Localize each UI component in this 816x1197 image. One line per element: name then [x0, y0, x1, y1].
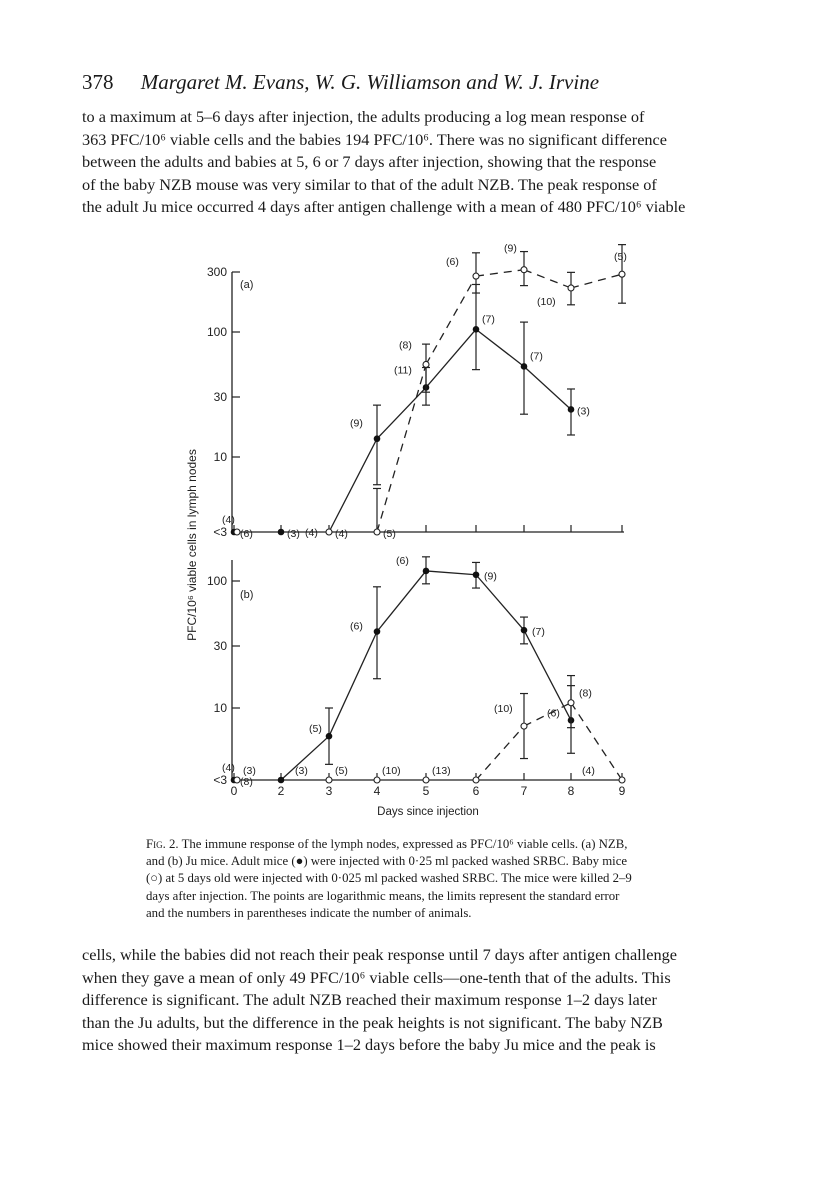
y-tick-label: 10	[213, 701, 227, 715]
n-label: (3)	[287, 528, 300, 540]
y-tick-label: 10	[213, 450, 227, 464]
caption-line: days after injection. The points are logarithmic means, the limits represent the standard error	[146, 888, 620, 903]
text-line: the adult Ju mice occurred 4 days after antigen challenge with a mean of 480 PFC/10⁶ viable	[82, 197, 686, 216]
series-line-segment	[377, 571, 426, 632]
y-axis-label: PFC/10⁶ viable cells in lymph nodes	[185, 449, 199, 641]
caption-text: The immune response of the lymph nodes, expressed as PFC/10⁶ viable cells. (a) NZB,	[181, 837, 628, 851]
x-tick-label: 3	[325, 784, 333, 798]
n-label: (8)	[240, 776, 253, 788]
n-label: (4)	[222, 762, 235, 774]
data-point-baby	[568, 700, 574, 706]
text-line: to a maximum at 5–6 days after injection, the adults producing a log mean response of	[82, 107, 645, 126]
x-axis-label: Days since injection	[377, 806, 479, 818]
page-number: 378	[82, 70, 114, 94]
data-point-adult	[521, 627, 528, 634]
data-point-baby	[521, 723, 527, 729]
series-line-segment	[426, 329, 476, 387]
data-point-adult	[278, 777, 285, 784]
n-label: (6)	[396, 554, 409, 567]
panel-label: (a)	[240, 279, 254, 291]
n-label: (4)	[582, 765, 595, 777]
data-point-baby	[326, 777, 332, 783]
text-line: of the baby NZB mouse was very similar to that of the adult NZB. The peak response of	[82, 174, 657, 194]
series-line-segment	[329, 632, 377, 737]
data-point-adult	[374, 435, 381, 442]
n-label: (6)	[240, 528, 253, 540]
data-point-baby	[423, 361, 429, 367]
data-point-baby	[619, 777, 625, 783]
n-label: (4)	[335, 528, 348, 540]
n-label: (9)	[484, 570, 497, 583]
x-tick-label: 5	[422, 784, 430, 798]
y-tick-label: 100	[206, 574, 227, 588]
n-label: (7)	[530, 350, 543, 363]
x-tick-label: 6	[472, 784, 480, 798]
x-tick-label: 0	[230, 784, 238, 798]
data-point-adult	[568, 406, 575, 413]
x-tick-label: 7	[520, 784, 528, 798]
series-line-segment	[524, 366, 571, 409]
n-label: (13)	[432, 765, 451, 777]
n-label: (9)	[504, 242, 517, 255]
n-label: (5)	[335, 765, 348, 777]
n-label: (5)	[614, 251, 627, 264]
n-label: (4)	[305, 527, 318, 539]
n-label: (8)	[399, 339, 412, 352]
panel-label: (b)	[240, 589, 254, 601]
n-label: (8)	[579, 687, 592, 700]
data-point-adult	[278, 529, 285, 536]
y-tick-label: <3	[213, 525, 227, 539]
n-label: (5)	[383, 528, 396, 540]
series-line-segment	[476, 726, 524, 780]
x-tick-label: 8	[567, 784, 575, 798]
n-label: (3)	[243, 765, 256, 777]
data-point-baby	[374, 529, 380, 535]
text-line: when they gave a mean of only 49 PFC/10⁶ viable cells—one-tenth that of the adults. This	[82, 967, 671, 987]
caption-line: and the numbers in parentheses indicate the number of animals.	[146, 905, 472, 920]
y-tick-label: 30	[213, 639, 227, 653]
series-line-segment	[571, 274, 622, 288]
text-line: 363 PFC/10⁶ viable cells and the babies 194 PFC/10⁶. There was no significant difference	[82, 129, 668, 149]
y-tick-label: <3	[213, 773, 227, 787]
n-label: (11)	[394, 364, 412, 377]
chart-panel-b	[207, 555, 626, 818]
series-line-segment	[377, 364, 426, 532]
series-line-segment	[524, 270, 571, 288]
caption-lead: Fig. 2.	[146, 837, 179, 851]
n-label: (9)	[350, 417, 363, 430]
n-label: (6)	[547, 707, 560, 720]
series-line-segment	[426, 276, 476, 364]
series-line-segment	[476, 575, 524, 630]
data-point-baby	[423, 777, 429, 783]
authors: Margaret M. Evans, W. G. Williamson and W. J. Irvine	[140, 70, 600, 94]
x-tick-label: 2	[277, 784, 285, 798]
n-label: (5)	[309, 723, 322, 736]
data-point-baby	[521, 267, 527, 273]
n-label: (3)	[577, 405, 590, 418]
n-label: (10)	[382, 765, 401, 777]
paragraph-bottom	[82, 944, 734, 1057]
x-tick-label: 9	[618, 784, 626, 798]
n-label: (7)	[482, 313, 495, 326]
n-label: (10)	[494, 703, 513, 716]
text-line: than the Ju adults, but the difference in the peak heights is not significant. The baby NZB	[82, 1012, 663, 1032]
text-line: mice showed their maximum response 1–2 days before the baby Ju mice and the peak is	[82, 1035, 656, 1054]
series-line-segment	[476, 270, 524, 276]
n-label: (10)	[537, 295, 556, 308]
series-line-segment	[377, 387, 426, 438]
x-tick-label: 4	[373, 784, 381, 798]
y-tick-label: 300	[206, 265, 227, 279]
data-point-adult	[473, 326, 480, 333]
data-point-adult	[374, 628, 381, 635]
figure-caption	[146, 836, 686, 922]
text-line: difference is significant. The adult NZB reached their maximum response 1–2 days later	[82, 990, 657, 1009]
chart-panel-a	[207, 243, 627, 540]
n-label: (6)	[350, 620, 363, 633]
text-line: between the adults and babies at 5, 6 or 7 days after injection, showing that the response	[82, 152, 657, 171]
data-point-baby	[473, 273, 479, 279]
data-point-baby	[473, 777, 479, 783]
series-line-segment	[329, 439, 377, 532]
series-line-segment	[571, 703, 622, 780]
data-point-baby	[326, 529, 332, 535]
data-point-baby	[568, 285, 574, 291]
n-label: (4)	[222, 514, 235, 526]
data-point-adult	[473, 571, 480, 578]
series-line-segment	[426, 571, 476, 575]
caption-line: (○) at 5 days old were injected with 0·025 ml packed washed SRBC. The mice were killed 2–9	[146, 871, 632, 886]
data-point-baby	[374, 777, 380, 783]
n-label: (7)	[532, 626, 545, 639]
data-point-adult	[521, 363, 528, 370]
series-line-segment	[476, 329, 524, 366]
n-label: (3)	[295, 765, 308, 777]
y-tick-label: 30	[213, 390, 227, 404]
data-point-adult	[326, 733, 333, 740]
data-point-adult	[423, 568, 430, 575]
data-point-baby	[619, 271, 625, 277]
n-label: (6)	[446, 256, 459, 269]
text-line: cells, while the babies did not reach their peak response until 7 days after antigen challenge	[82, 945, 677, 964]
y-tick-label: 100	[206, 325, 227, 339]
caption-line: and (b) Ju mice. Adult mice (●) were injected with 0·25 ml packed washed SRBC. Baby mice	[146, 854, 628, 869]
caption-line	[146, 836, 686, 853]
